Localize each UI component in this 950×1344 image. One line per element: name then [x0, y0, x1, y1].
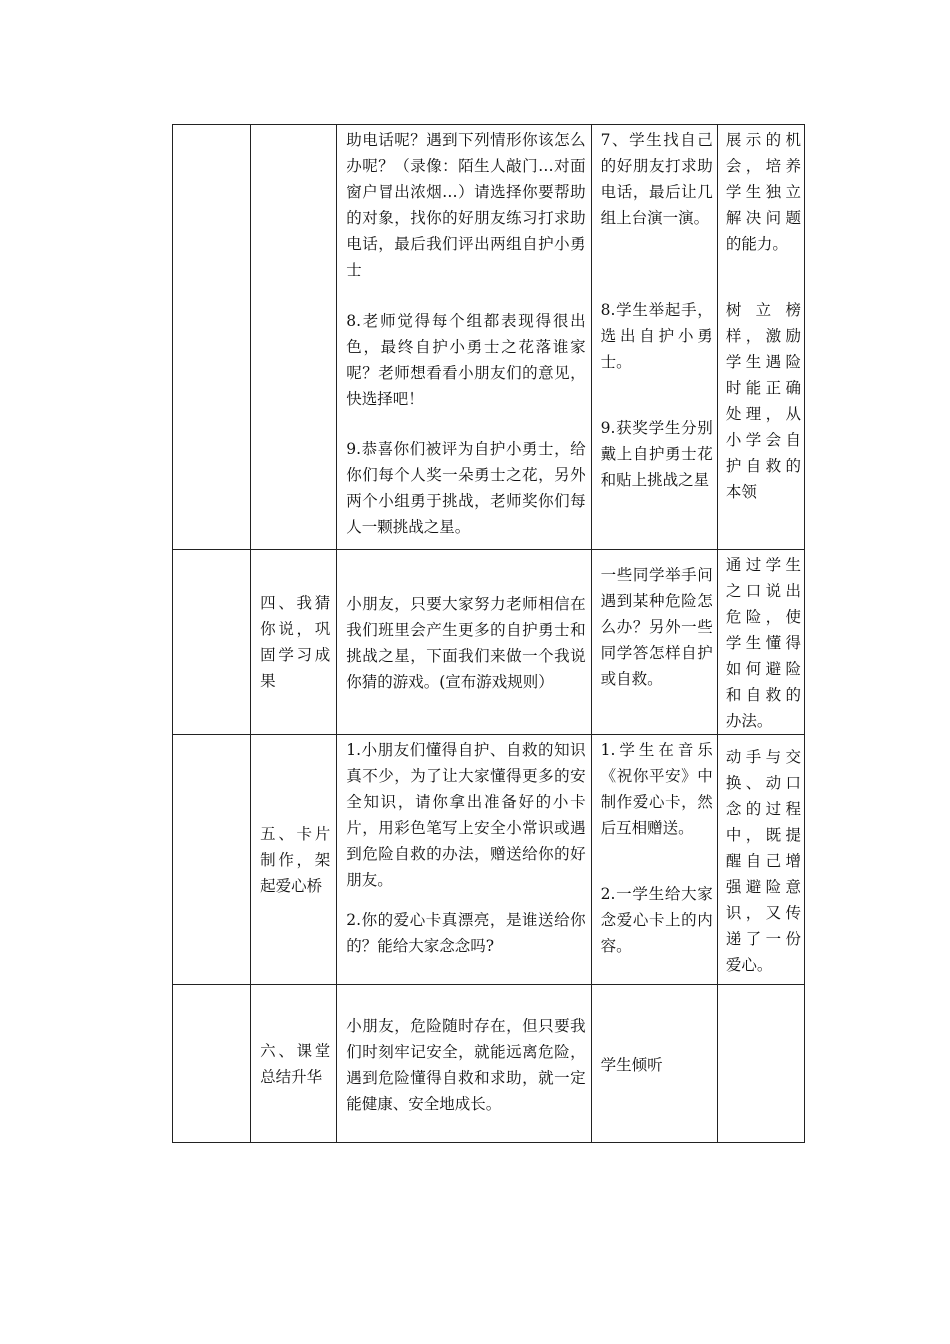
teacher-activity-cell — [337, 125, 591, 550]
table-row — [173, 550, 805, 735]
student-text: 学生倾听 — [600, 1055, 663, 1074]
student-activity-cell — [591, 125, 717, 550]
stage-cell — [251, 125, 337, 550]
table-row — [173, 735, 805, 985]
student-text: 2.一学生给大家念爱心卡上的内容。 — [600, 885, 713, 955]
teacher-text: 助电话呢？遇到下列情形你该怎么办呢？（录像：陌生人敲门…对面窗户冒出浓烟…）请选择你要帮助的对象，找你的好朋友练习打求助电话，最后我们评出两组自护小勇士 — [346, 131, 586, 279]
teacher-text: 小朋友，只要大家努力老师相信在我们班里会产生更多的自护勇士和挑战之星，下面我们来做一个我说你猜的游戏。(宣布游戏规则） — [346, 595, 586, 691]
table-row — [173, 125, 805, 550]
student-text: 一些同学举手问遇到某种危险怎么办？另外一些同学答怎样自护或自救。 — [600, 566, 713, 688]
row-index-cell — [173, 550, 251, 735]
teacher-activity-cell — [337, 735, 591, 985]
table-row — [173, 985, 805, 1143]
design-intent-cell — [717, 125, 804, 550]
stage-cell — [251, 550, 337, 735]
student-text: 1.学生在音乐《祝你平安》中制作爱心卡，然后互相赠送。 — [600, 741, 713, 837]
design-intent-cell — [717, 735, 804, 985]
student-text: 8.学生举起手，选出自护小勇士。 — [600, 301, 713, 371]
student-activity-cell — [591, 550, 717, 735]
student-activity-cell — [591, 735, 717, 985]
lesson-plan-table — [172, 124, 805, 1143]
teacher-activity-cell — [337, 550, 591, 735]
teacher-text: 1.小朋友们懂得自护、自救的知识真不少，为了让大家懂得更多的安全知识，请你拿出准备好的小卡片，用彩色笔写上安全小常识或遇到危险自救的办法，赠送给你的好朋友。 — [346, 741, 586, 889]
row-index-cell — [173, 735, 251, 985]
intent-text: 树立榜样，激励学生遇险时能正确处理，从小学会自护自救的本领 — [725, 301, 801, 501]
intent-text: 展示的机会，培养学生独立解决问题的能力。 — [725, 131, 801, 253]
teacher-activity-cell — [337, 985, 591, 1143]
student-text: 9.获奖学生分别戴上自护勇士花和贴上挑战之星 — [600, 419, 713, 489]
row-index-cell — [173, 125, 251, 550]
student-activity-cell — [591, 985, 717, 1143]
row-index-cell — [173, 985, 251, 1143]
stage-title: 五、卡片制作，架起爱心桥 — [260, 824, 331, 895]
stage-cell — [251, 985, 337, 1143]
design-intent-cell — [717, 985, 804, 1143]
student-text: 7、学生找自己的好朋友打求助电话，最后让几组上台演一演。 — [600, 131, 713, 227]
teacher-text: 2.你的爱心卡真漂亮，是谁送给你的？能给大家念念吗? — [346, 911, 586, 955]
stage-title: 四、我猜你说，巩固学习成果 — [260, 594, 331, 690]
teacher-text: 小朋友，危险随时存在，但只要我们时刻牢记安全，就能远离危险，遇到危险懂得自救和求助，就一定能健康、安全地成长。 — [346, 1016, 586, 1113]
design-intent-cell — [717, 550, 804, 735]
intent-text: 通过学生之口说出危险，使学生懂得如何避险和自救的办法。 — [725, 556, 801, 730]
stage-title: 六、课堂总结升华 — [260, 1041, 331, 1086]
stage-cell — [251, 735, 337, 985]
teacher-text: 9.恭喜你们被评为自护小勇士，给你们每个人奖一朵勇士之花，另外两个小组勇于挑战，老师奖你们每人一颗挑战之星。 — [346, 440, 586, 536]
intent-text: 动手与交换、动口念的过程中，既提醒自己增强避险意识，又传递了一份爱心。 — [725, 747, 801, 974]
teacher-text: 8.老师觉得每个组都表现得很出色，最终自护小勇士之花落谁家呢？老师想看看小朋友们的意见，快选择吧！ — [346, 312, 586, 408]
